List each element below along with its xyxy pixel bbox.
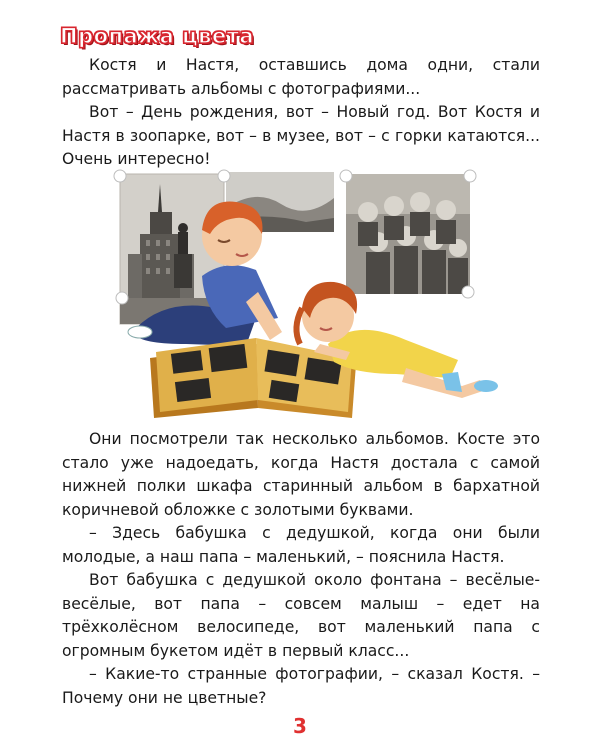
- text-block-bottom: [62, 428, 540, 710]
- children-with-photo-album-illustration: [106, 168, 500, 422]
- page-number: 3: [293, 714, 307, 738]
- paragraph: Они посмотрели так несколько альбомов. Косте это стало уже надоедать, когда Настя достала с самой нижней полки шкафа старинный альбом в бархатной коричневой обложке с золотыми буквами.: [62, 430, 540, 519]
- paragraph: Вот бабушка с дедушкой около фонтана – весёлые-весёлые, вот папа – совсем малыш – едет на трёхколёсном велосипеде, вот маленький папа с огромным букетом идёт в первый класс...: [62, 571, 540, 660]
- story-title: Пропажа цвета: [60, 24, 255, 48]
- photo-group-of-people: [346, 174, 470, 294]
- paragraph: Вот – День рождения, вот – Новый год. Вот Костя и Настя в зоопарке, вот – в музее, вот – с горки катаются... Очень интересно!: [62, 103, 540, 168]
- text-block-top: [62, 54, 540, 172]
- paragraph: – Здесь бабушка с дедушкой, когда они были молодые, а наш папа – маленький, – пояснила Настя.: [62, 524, 540, 566]
- paragraph: – Какие-то странные фотографии, – сказал Костя. – Почему они не цветные?: [62, 665, 540, 707]
- paragraph: Костя и Настя, оставшись дома одни, стали рассматривать альбомы с фотографиями...: [62, 56, 540, 98]
